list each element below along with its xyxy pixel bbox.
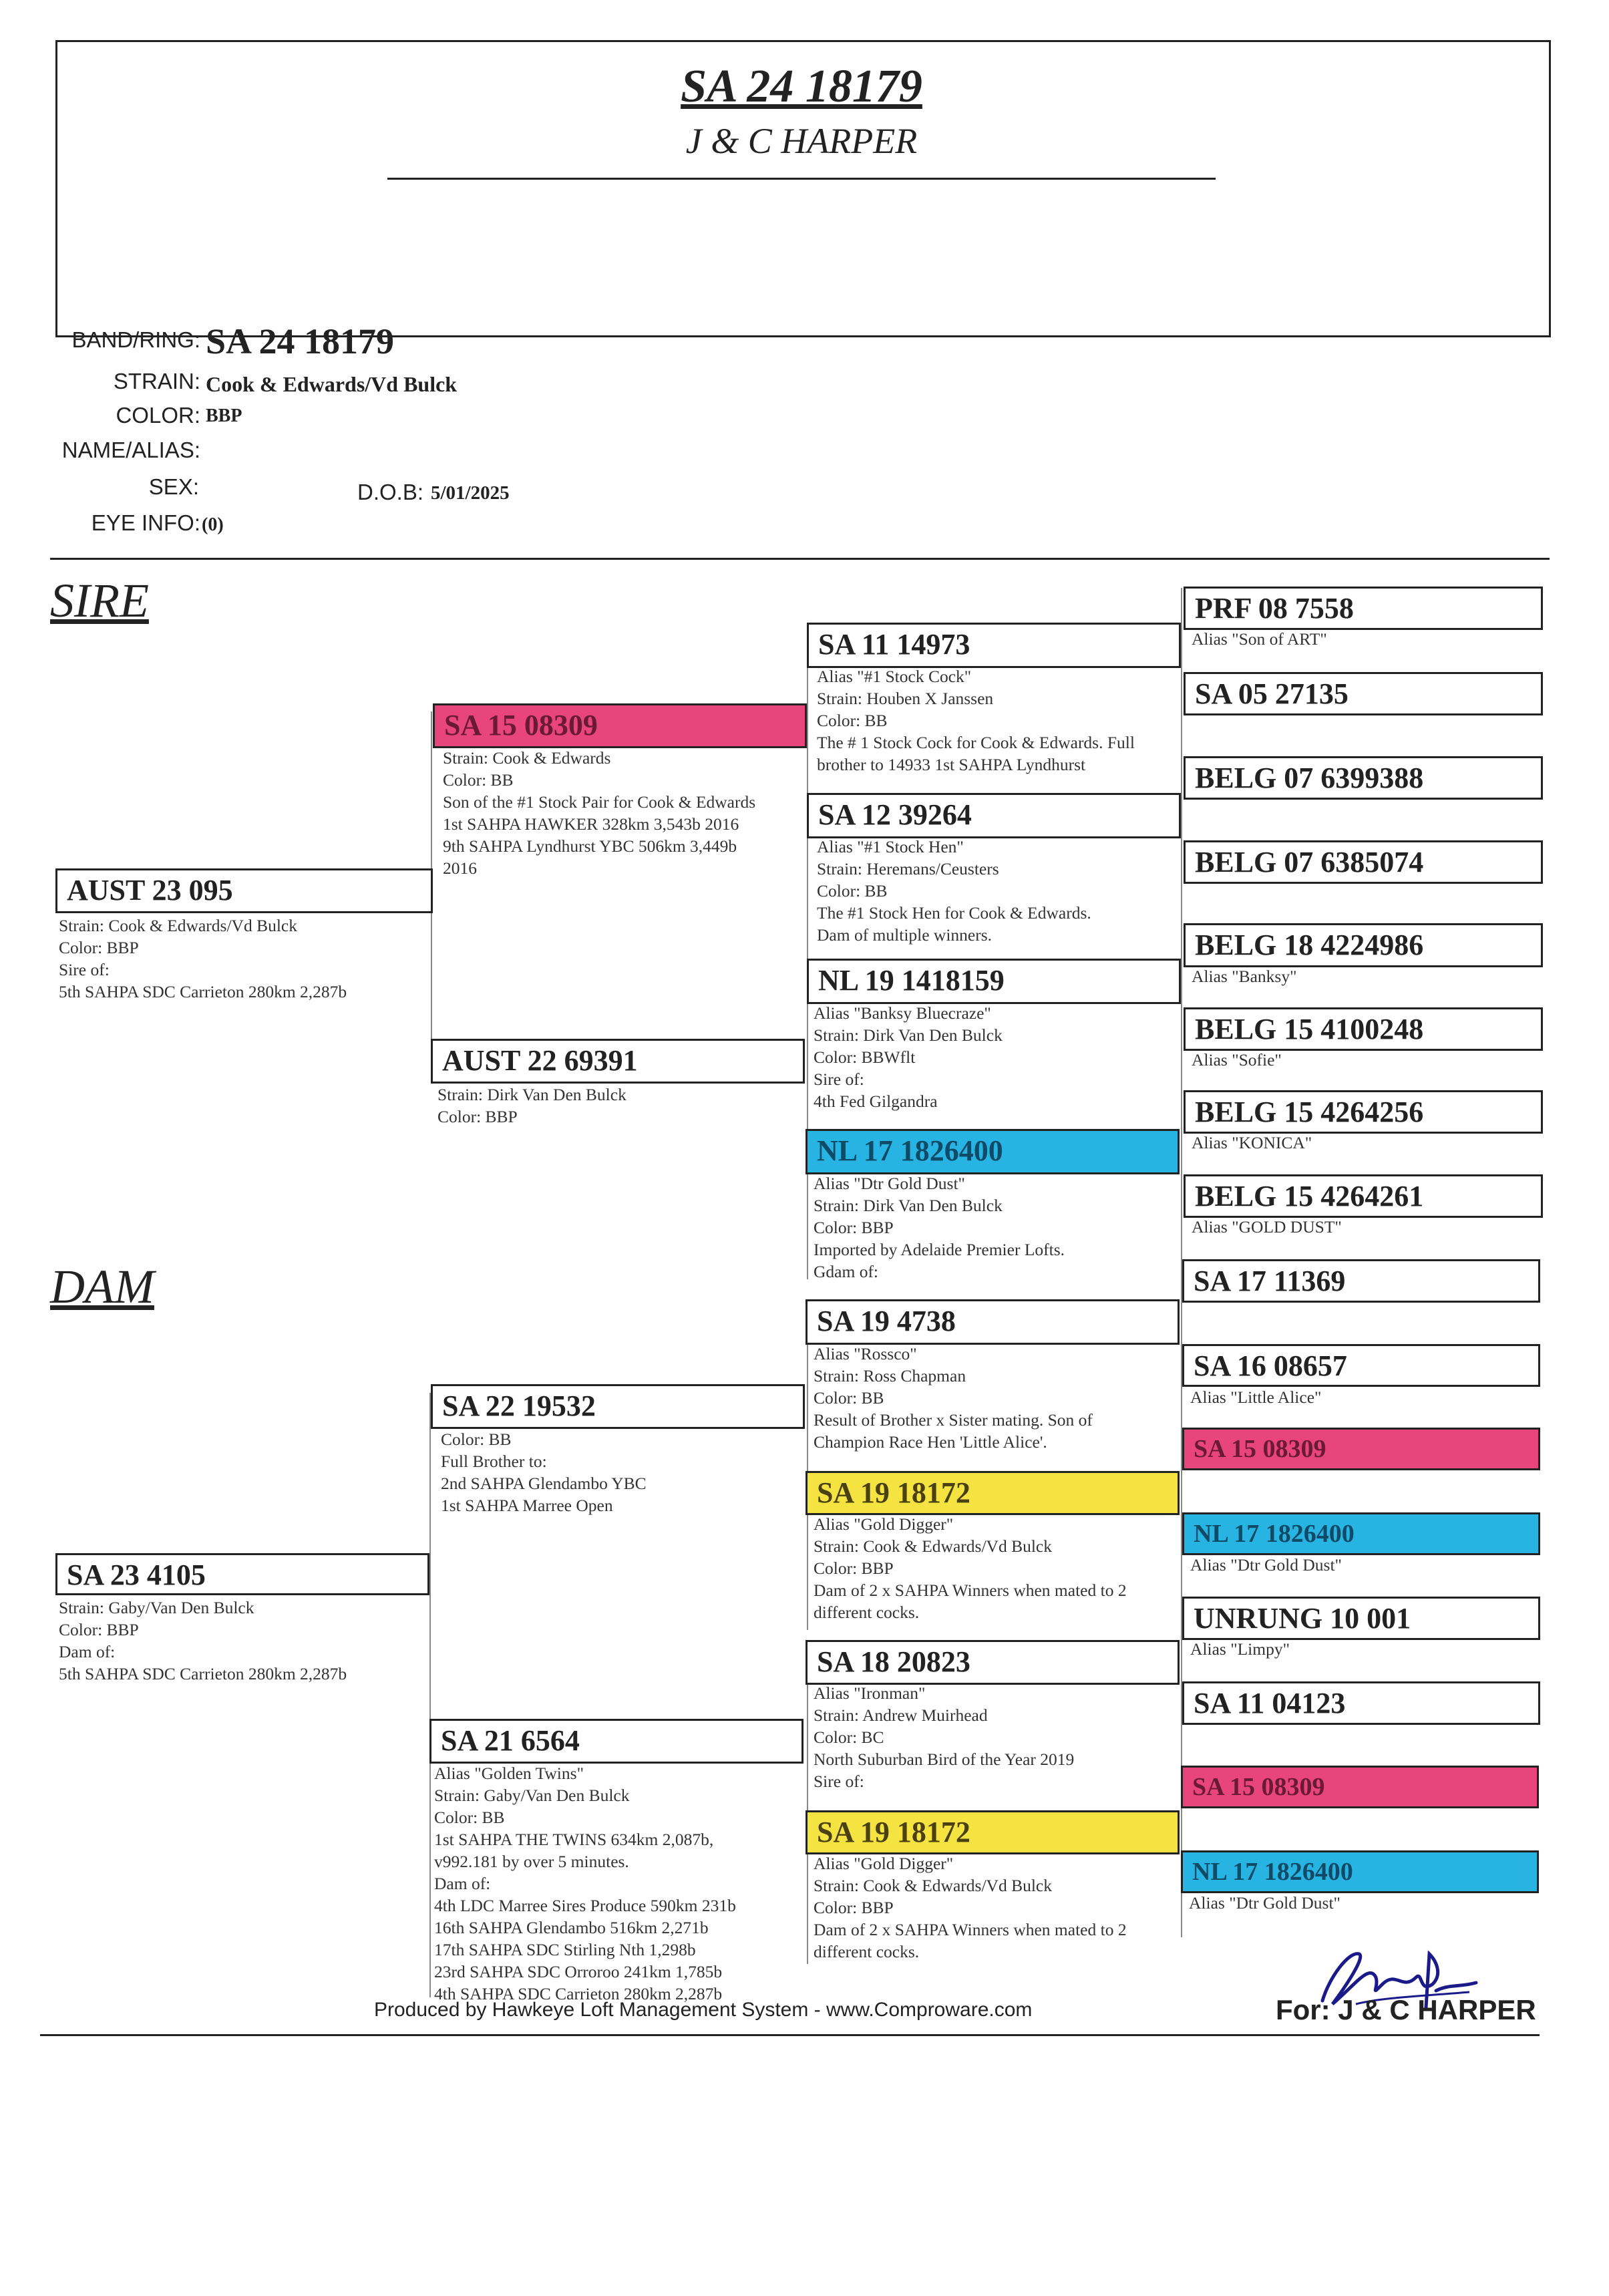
gen3-ring-box: SA 19 18172 — [806, 1810, 1180, 1854]
gen3-detail-line: Sire of: — [814, 1070, 864, 1089]
gen2-detail-line: Dam of: — [434, 1874, 491, 1893]
gen3-detail-line: Strain: Houben X Janssen — [817, 689, 994, 708]
gen2-detail-line: Alias "Golden Twins" — [434, 1764, 584, 1783]
gen2-detail-line: 2016 — [443, 858, 477, 878]
gen4-ring-box: SA 16 08657 — [1182, 1344, 1540, 1387]
gen2-ring-box: SA 15 08309 — [433, 703, 807, 748]
gen3-ring-box: SA 12 39264 — [807, 793, 1181, 838]
gen3-detail-line: Color: BB — [817, 881, 888, 900]
gen2-detail-line: 23rd SAHPA SDC Orroroo 241km 1,785b — [434, 1962, 723, 1981]
gen3-detail-line: brother to 14933 1st SAHPA Lyndhurst — [817, 755, 1086, 774]
eye-info-label: EYE INFO: — [91, 510, 200, 535]
dam-detail-line: Dam of: — [59, 1642, 116, 1661]
gen2-details — [437, 1084, 627, 1128]
gen4-ring-box: BELG 15 4264261 — [1184, 1174, 1543, 1218]
gen3-detail-line: Dam of multiple winners. — [817, 925, 993, 945]
gen3-detail-line: Color: BBWflt — [814, 1047, 916, 1067]
gen3-detail-line: Color: BC — [814, 1728, 884, 1747]
gen4-ring-box: BELG 15 4264256 — [1184, 1090, 1543, 1134]
gen2-detail-line: Son of the #1 Stock Pair for Cook & Edwards — [443, 792, 756, 812]
gen3-ring-box: NL 19 1418159 — [807, 959, 1181, 1004]
band-value: SA 24 18179 — [206, 321, 395, 361]
gen4-ring-box: SA 15 08309 — [1182, 1428, 1540, 1470]
connector-line — [807, 1650, 808, 1964]
gen3-detail-line: Gdam of: — [814, 1262, 879, 1281]
gen4-ring-box: SA 15 08309 — [1181, 1766, 1539, 1808]
gen4-ring-box: SA 17 11369 — [1182, 1259, 1540, 1303]
sire-label: SIRE — [50, 574, 149, 627]
sex-label: SEX: — [148, 474, 199, 499]
sire-ring-box: AUST 23 095 — [55, 868, 433, 913]
gen4-ring-box: SA 11 04123 — [1182, 1681, 1540, 1725]
gen3-detail-line: Color: BBP — [814, 1559, 894, 1578]
gen3-detail-line: Alias "Ironman" — [814, 1683, 926, 1703]
color-value: BBP — [206, 405, 242, 426]
gen3-detail-line: Alias "Dtr Gold Dust" — [814, 1174, 965, 1193]
gen2-detail-line: Strain: Cook & Edwards — [443, 748, 611, 768]
gen3-detail-line: Dam of 2 x SAHPA Winners when mated to 2 — [814, 1920, 1127, 1939]
gen2-details — [441, 1428, 647, 1516]
gen2-detail-line: 17th SAHPA SDC Stirling Nth 1,298b — [434, 1940, 696, 1959]
gen4-alias: Alias "GOLD DUST" — [1192, 1217, 1342, 1237]
gen3-detail-line: Color: BBP — [814, 1218, 894, 1237]
gen3-details — [814, 1172, 1065, 1283]
gen2-detail-line: Strain: Gaby/Van Den Bulck — [434, 1786, 630, 1805]
gen2-detail-line: 2nd SAHPA Glendambo YBC — [441, 1474, 647, 1493]
gen3-detail-line: The # 1 Stock Cock for Cook & Edwards. Full — [817, 733, 1135, 752]
gen2-detail-line: Color: BBP — [437, 1107, 518, 1126]
gen4-ring-box: NL 17 1826400 — [1181, 1850, 1539, 1893]
gen4-alias: Alias "Son of ART" — [1192, 629, 1327, 649]
gen4-alias: Alias "Little Alice" — [1190, 1387, 1322, 1407]
gen4-ring-box: BELG 07 6385074 — [1184, 840, 1543, 884]
gen2-detail-line: 16th SAHPA Glendambo 516km 2,271b — [434, 1918, 709, 1937]
gen3-detail-line: Result of Brother x Sister mating. Son of — [814, 1410, 1093, 1430]
gen4-alias: Alias "Limpy" — [1190, 1639, 1290, 1659]
gen3-detail-line: Alias "Rossco" — [814, 1344, 917, 1363]
gen3-ring-box: SA 11 14973 — [807, 623, 1181, 668]
gen2-detail-line: Color: BB — [441, 1430, 512, 1449]
gen3-details — [814, 1682, 1074, 1792]
gen4-ring-box: BELG 18 4224986 — [1184, 923, 1543, 967]
gen3-ring-box: SA 19 18172 — [806, 1471, 1180, 1515]
gen3-detail-line: Alias "Gold Digger" — [814, 1514, 954, 1534]
gen3-details — [817, 665, 1135, 776]
gen3-detail-line: different cocks. — [814, 1942, 920, 1961]
gen3-detail-line: Strain: Heremans/Ceusters — [817, 859, 999, 878]
gen4-alias: Alias "Sofie" — [1192, 1050, 1282, 1070]
gen2-ring-box: SA 22 19532 — [431, 1384, 805, 1429]
gen3-detail-line: Imported by Adelaide Premier Lofts. — [814, 1240, 1065, 1259]
gen2-detail-line: Color: BB — [434, 1808, 505, 1827]
strain-value: Cook & Edwards/Vd Bulck — [206, 372, 458, 396]
gen2-detail-line: Strain: Dirk Van Den Bulck — [437, 1085, 627, 1104]
gen3-details — [814, 1513, 1127, 1623]
eye-info-value: (0) — [202, 514, 224, 535]
gen3-detail-line: Alias "#1 Stock Hen" — [817, 837, 964, 856]
gen3-ring-box: SA 19 4738 — [806, 1299, 1180, 1345]
gen2-detail-line: 1st SAHPA THE TWINS 634km 2,087b, — [434, 1830, 714, 1849]
gen4-ring-box: SA 05 27135 — [1184, 672, 1543, 715]
gen2-detail-line: 1st SAHPA Marree Open — [441, 1496, 613, 1515]
gen3-detail-line: Dam of 2 x SAHPA Winners when mated to 2 — [814, 1581, 1127, 1600]
gen2-detail-line: Full Brother to: — [441, 1452, 547, 1471]
dam-detail-line: Color: BBP — [59, 1620, 139, 1639]
gen3-detail-line: Alias "#1 Stock Cock" — [817, 667, 972, 686]
gen3-detail-line: The #1 Stock Hen for Cook & Edwards. — [817, 903, 1091, 923]
gen2-detail-line: v992.181 by over 5 minutes. — [434, 1852, 629, 1871]
gen4-ring-box: BELG 15 4100248 — [1184, 1007, 1543, 1051]
gen3-details — [817, 836, 1091, 946]
sire-details — [59, 915, 347, 1003]
gen4-ring-box: NL 17 1826400 — [1182, 1512, 1540, 1555]
gen3-detail-line: 4th Fed Gilgandra — [814, 1092, 938, 1111]
gen3-detail-line: Strain: Ross Chapman — [814, 1366, 966, 1385]
produced-by-text: Produced by Hawkeye Loft Management System - www.Comproware.com — [374, 1999, 1033, 2021]
gen3-details — [814, 1002, 1003, 1112]
connector-line — [429, 1393, 431, 1997]
gen2-ring-box: SA 21 6564 — [429, 1719, 803, 1764]
gen4-ring-box: PRF 08 7558 — [1184, 587, 1543, 630]
gen3-details — [814, 1852, 1127, 1963]
gen2-detail-line: 1st SAHPA HAWKER 328km 3,543b 2016 — [443, 814, 739, 834]
gen4-alias: Alias "Dtr Gold Dust" — [1190, 1555, 1342, 1575]
dob-label: D.O.B: — [357, 480, 424, 504]
dob-value: 5/01/2025 — [431, 482, 510, 504]
gen2-detail-line: 4th SAHPA SDC Carrieton 280km 2,287b — [434, 1984, 723, 2003]
document-title: SA 24 18179 — [681, 61, 922, 112]
gen4-alias: Alias "Banksy" — [1192, 967, 1297, 986]
dam-details — [59, 1597, 347, 1685]
gen3-detail-line: different cocks. — [814, 1603, 920, 1622]
strain-label: STRAIN: — [113, 369, 200, 393]
gen3-detail-line: Strain: Andrew Muirhead — [814, 1705, 988, 1725]
owner-name: J & C HARPER — [685, 121, 918, 161]
gen3-detail-line: North Suburban Bird of the Year 2019 — [814, 1750, 1075, 1769]
dam-label: DAM — [50, 1260, 154, 1313]
gen3-detail-line: Strain: Dirk Van Den Bulck — [814, 1025, 1003, 1045]
section-divider — [50, 558, 1550, 560]
name-alias-label: NAME/ALIAS: — [61, 438, 200, 462]
dam-detail-line: Strain: Gaby/Van Den Bulck — [59, 1598, 254, 1617]
gen3-detail-line: Color: BBP — [814, 1898, 894, 1917]
gen3-detail-line: Color: BB — [817, 711, 888, 730]
gen4-ring-box: UNRUNG 10 001 — [1182, 1597, 1540, 1640]
sire-detail-line: Color: BBP — [59, 938, 139, 957]
sire-detail-line: 5th SAHPA SDC Carrieton 280km 2,287b — [59, 982, 347, 1001]
gen3-detail-line: Champion Race Hen 'Little Alice'. — [814, 1432, 1047, 1452]
band-label: BAND/RING: — [71, 327, 200, 352]
gen2-detail-line: 9th SAHPA Lyndhurst YBC 506km 3,449b — [443, 836, 737, 856]
gen3-ring-box: NL 17 1826400 — [806, 1129, 1180, 1174]
gen3-detail-line: Alias "Gold Digger" — [814, 1854, 954, 1873]
for-owner-text: For: J & C HARPER — [1276, 1994, 1536, 2025]
gen2-details — [434, 1762, 736, 2005]
footer-divider — [40, 2034, 1540, 2036]
gen2-details — [443, 747, 755, 879]
gen3-detail-line: Color: BB — [814, 1388, 884, 1408]
gen3-detail-line: Sire of: — [814, 1772, 864, 1791]
gen4-ring-box: BELG 07 6399388 — [1184, 756, 1543, 800]
gen3-details — [814, 1343, 1093, 1453]
dam-detail-line: 5th SAHPA SDC Carrieton 280km 2,287b — [59, 1664, 347, 1683]
header-underline — [387, 178, 1216, 180]
gen3-detail-line: Strain: Cook & Edwards/Vd Bulck — [814, 1536, 1052, 1556]
sire-detail-line: Sire of: — [59, 960, 110, 979]
gen3-detail-line: Strain: Cook & Edwards/Vd Bulck — [814, 1876, 1052, 1895]
gen3-detail-line: Strain: Dirk Van Den Bulck — [814, 1196, 1003, 1215]
sire-detail-line: Strain: Cook & Edwards/Vd Bulck — [59, 916, 297, 935]
gen3-ring-box: SA 18 20823 — [806, 1640, 1180, 1685]
gen2-detail-line: 4th LDC Marree Sires Produce 590km 231b — [434, 1896, 736, 1915]
color-label: COLOR: — [116, 403, 200, 428]
gen2-ring-box: AUST 22 69391 — [431, 1039, 805, 1084]
connector-line — [807, 1309, 808, 1630]
gen4-alias: Alias "KONICA" — [1192, 1133, 1312, 1152]
gen2-detail-line: Color: BB — [443, 770, 514, 790]
gen3-detail-line: Alias "Banksy Bluecraze" — [814, 1003, 991, 1023]
dam-ring-box: SA 23 4105 — [55, 1553, 429, 1595]
gen4-alias: Alias "Dtr Gold Dust" — [1189, 1893, 1340, 1913]
